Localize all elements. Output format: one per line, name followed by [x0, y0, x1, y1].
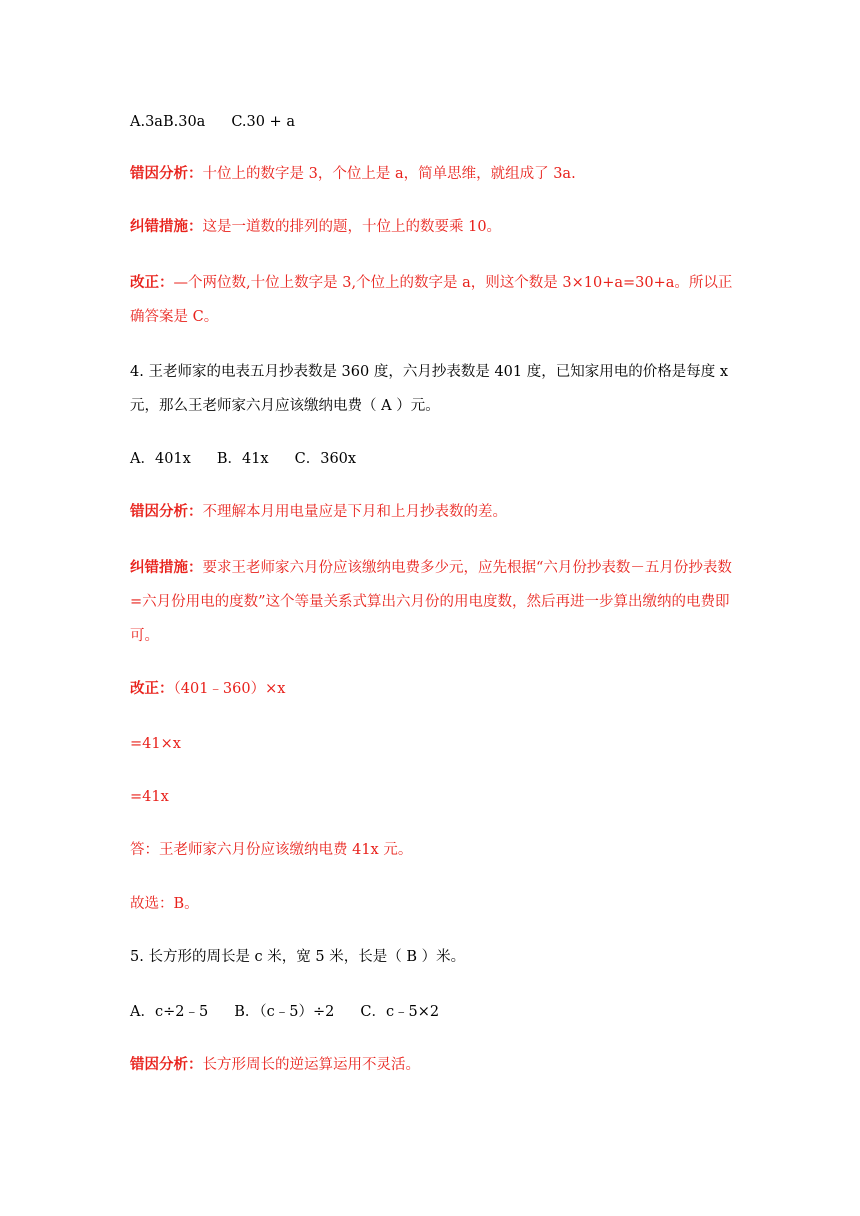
q5-error-label: 错因分析：: [130, 1056, 203, 1073]
q4-correction: [130, 682, 735, 697]
q3-error-text: 十位上的数字是 3，个位上是 a，简单思维，就组成了 3a.: [202, 166, 576, 182]
q4-answer: 答：王老师家六月份应该缴纳电费 41x 元。: [130, 842, 413, 858]
q3-fix-measure: [130, 220, 735, 235]
q4-step-2: =41x: [130, 789, 169, 805]
q4-fix-text: 要求王老师家六月份应该缴纳电费多少元，应先根据“六月份抄表数－五月份抄表数=六月份用电的度数”这个等量关系式算出六月份的用电度数，然后再进一步算出缴纳的电费即可。: [130, 560, 732, 644]
q3-options: [130, 115, 735, 130]
q5-error-analysis: [130, 1058, 735, 1073]
q4-options: [130, 452, 735, 467]
q3-fix-text: 这是一道数的排列的题，十位上的数要乘 10。: [202, 219, 502, 235]
q5-question: 5. 长方形的周长是 c 米，宽 5 米，长是（ B ）米。: [130, 949, 466, 965]
q3-fix-label: 纠错措施：: [130, 218, 203, 235]
q4-correct-text: （401﹣360）×x: [173, 681, 286, 697]
q4-option-a: A．401x: [130, 451, 191, 467]
q4-step-1: =41×x: [130, 736, 181, 752]
q4-error-text: 不理解本月用电量应是下月和上月抄表数的差。: [202, 504, 507, 520]
q5-option-b: B．（c﹣5）÷2: [234, 1004, 335, 1020]
q3-correct-text: —个两位数,十位上数字是 3,个位上的数字是 a，则这个数是 3×10+a=30+a。所以正确答案是 C。: [130, 275, 733, 325]
q4-error-label: 错因分析：: [130, 503, 203, 520]
q3-error-label: 错因分析：: [130, 165, 203, 182]
q5-option-c: C．c﹣5×2: [360, 1004, 440, 1020]
q4-option-c: C．360x: [294, 451, 357, 467]
q5-error-text: 长方形周长的逆运算运用不灵活。: [202, 1057, 420, 1073]
q3-options-ab: A.3aB.30a: [130, 114, 206, 130]
q4-correct-label: 改正：: [130, 680, 174, 697]
q4-option-b: B．41x: [216, 451, 269, 467]
q4-error-analysis: [130, 505, 735, 520]
q3-correction: [130, 266, 735, 334]
q5-options: [130, 1005, 735, 1020]
q4-fix-label: 纠错措施：: [130, 559, 203, 576]
q3-option-c: C.30 + a: [231, 114, 295, 130]
q4-fix-measure: [130, 551, 735, 653]
q3-correct-label: 改正：: [130, 274, 174, 291]
q3-error-analysis: [130, 167, 735, 182]
q4-choice: 故选：B。: [130, 896, 199, 912]
q5-option-a: A．c÷2﹣5: [130, 1004, 209, 1020]
q4-question: 4. 王老师家的电表五月抄表数是 360 度，六月抄表数是 401 度，已知家用电的价格是每度 x 元，那么王老师家六月应该缴纳电费（ A ）元。: [130, 364, 729, 414]
